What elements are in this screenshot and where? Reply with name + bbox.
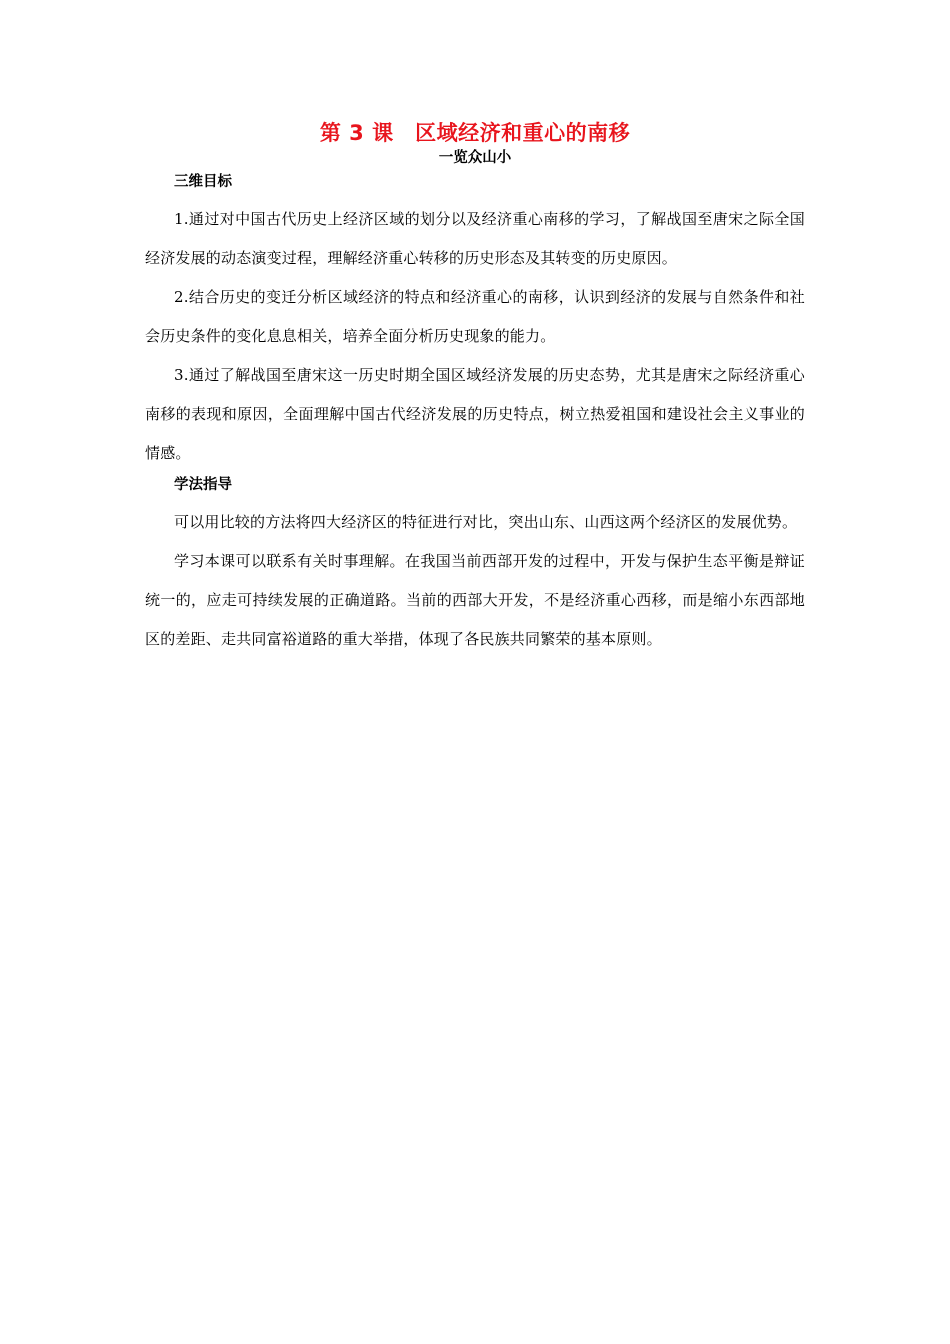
objective-paragraph-1: 1.通过对中国古代历史上经济区域的划分以及经济重心南移的学习，了解战国至唐宋之际全国经济发展的动态演变过程，理解经济重心转移的历史形态及其转变的历史原因。 [145, 210, 805, 267]
lesson-title: 第 3 课 区域经济和重心的南移 [319, 121, 631, 145]
document-page [145, 118, 805, 659]
method-paragraph-1: 可以用比较的方法将四大经济区的特征进行对比，突出山东、山西这两个经济区的发展优势。 [174, 513, 798, 531]
objective-paragraph-2: 2.结合历史的变迁分析区域经济的特点和经济重心的南移，认识到经济的发展与自然条件和社会历史条件的变化息息相关，培养全面分析历史现象的能力。 [145, 288, 805, 345]
objective-paragraph-3: 3.通过了解战国至唐宋这一历史时期全国区域经济发展的历史态势，尤其是唐宋之际经济重心南移的表现和原因，全面理解中国古代经济发展的历史特点，树立热爱祖国和建设社会主义事业的情感。 [145, 366, 805, 462]
lesson-subtitle: 一览众山小 [438, 150, 512, 166]
section-heading-study-method: 学法指导 [174, 477, 232, 493]
section-heading-objectives: 三维目标 [174, 174, 232, 190]
method-paragraph-2: 学习本课可以联系有关时事理解。在我国当前西部开发的过程中，开发与保护生态平衡是辩证统一的，应走可持续发展的正确道路。当前的西部大开发，不是经济重心西移，而是缩小东西部地区的差距、走共同富裕道路的重大举措，体现了各民族共同繁荣的基本原则。 [145, 552, 805, 648]
section-study-method [145, 475, 805, 659]
section-objectives [145, 172, 805, 473]
